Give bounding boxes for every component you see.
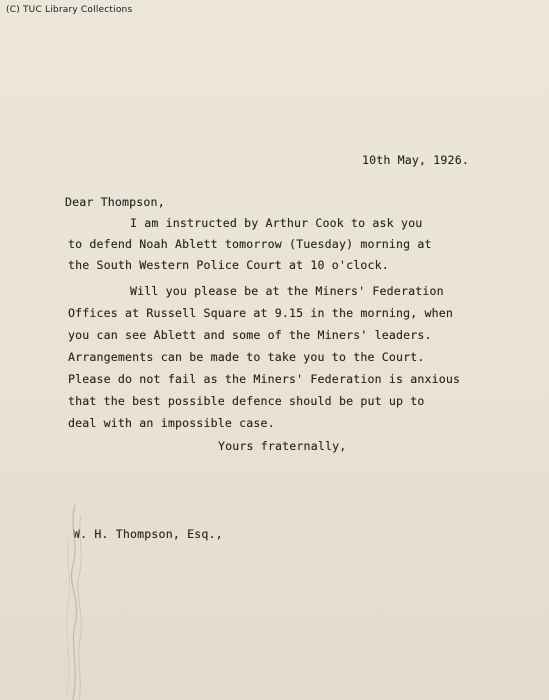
body-line: you can see Ablett and some of the Miners' leaders. (68, 328, 432, 342)
pencil-mark (55, 505, 105, 700)
letter-addressee: W. H. Thompson, Esq., (73, 527, 223, 541)
letter-date: 10th May, 1926. (362, 153, 469, 167)
body-line: I am instructed by Arthur Cook to ask you (130, 216, 423, 230)
letter-salutation: Dear Thompson, (65, 195, 165, 209)
body-line: Offices at Russell Square at 9.15 in the morning, when (68, 306, 454, 320)
body-line: the South Western Police Court at 10 o'clock. (68, 258, 389, 272)
body-line: Please do not fail as the Miners' Federation is anxious (68, 372, 461, 386)
letter-closing: Yours fraternally, (218, 439, 347, 453)
body-line: that the best possible defence should be put up to (68, 394, 425, 408)
body-line: to defend Noah Ablett tomorrow (Tuesday) morning at (68, 237, 432, 251)
body-line: Arrangements can be made to take you to the Court. (68, 350, 425, 364)
copyright-watermark: (C) TUC Library Collections (6, 5, 133, 15)
body-line: Will you please be at the Miners' Federation (130, 284, 444, 298)
body-line: deal with an impossible case. (68, 416, 275, 430)
